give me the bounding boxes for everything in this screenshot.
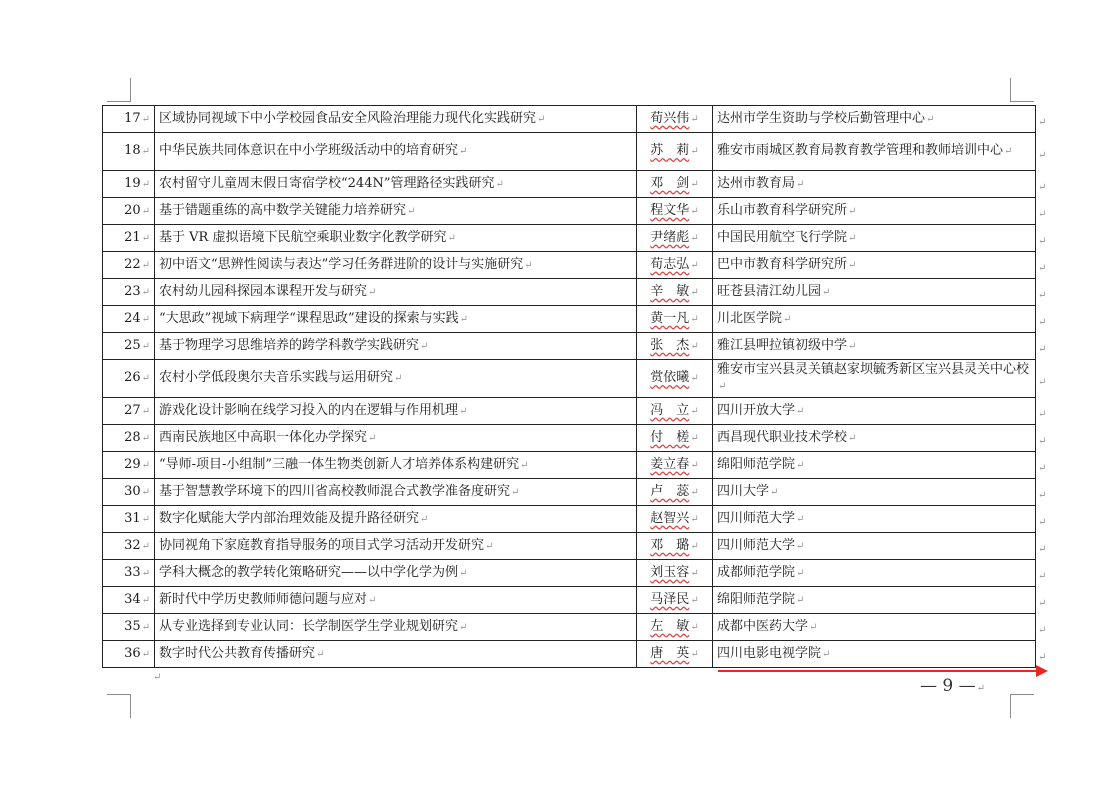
cell-mark: ↵ bbox=[848, 259, 857, 271]
cell-mark: ↵ bbox=[796, 567, 805, 579]
leader-name bbox=[637, 360, 713, 398]
leader-name-text: 苏 莉 bbox=[650, 143, 690, 158]
row-number bbox=[103, 360, 155, 398]
cell-mark: ↵ bbox=[809, 621, 818, 633]
row-end-mark: ↵ bbox=[1038, 652, 1047, 663]
cell-mark: ↵ bbox=[690, 459, 699, 471]
row-end-mark: ↵ bbox=[1038, 236, 1047, 247]
cell-mark: ↵ bbox=[690, 373, 699, 384]
cell-mark: ↵ bbox=[690, 648, 699, 660]
project-title-text: 基于错题重练的高中数学关键能力培养研究 bbox=[159, 202, 407, 218]
row-number bbox=[103, 425, 155, 452]
cell-mark: ↵ bbox=[368, 286, 377, 298]
table-row bbox=[103, 452, 1036, 479]
project-title bbox=[155, 198, 637, 225]
row-end-mark: ↵ bbox=[1038, 376, 1047, 388]
project-title-text: 数字化赋能大学内部治理效能及提升路径研究 bbox=[159, 510, 420, 526]
leader-name bbox=[637, 133, 713, 171]
row-number bbox=[103, 560, 155, 587]
institution bbox=[713, 425, 1036, 452]
row-number bbox=[103, 587, 155, 614]
project-title bbox=[155, 225, 637, 252]
row-number bbox=[103, 252, 155, 279]
cell-mark: ↵ bbox=[690, 113, 699, 125]
row-number bbox=[103, 106, 155, 133]
crop-mark-bl-h bbox=[107, 694, 131, 695]
row-number-text: 28 bbox=[124, 429, 141, 445]
row-number bbox=[103, 171, 155, 198]
cell-mark: ↵ bbox=[690, 205, 699, 217]
project-title-text: “导师-项目-小组制”三融一体生物类创新人才培养体系构建研究 bbox=[159, 456, 520, 472]
leader-name-text: 付 槎 bbox=[650, 429, 690, 445]
row-number-text: 20 bbox=[124, 202, 141, 218]
institution-text: 雅安市雨城区教育局教育教学管理和教师培训中心 bbox=[717, 143, 1004, 158]
row-end-mark: ↵ bbox=[1038, 290, 1047, 301]
project-title bbox=[155, 425, 637, 452]
institution bbox=[713, 333, 1036, 360]
leader-name-text: 荀志弘 bbox=[650, 256, 690, 272]
leader-name bbox=[637, 198, 713, 225]
project-title-text: 协同视角下家庭教育指导服务的项目式学习活动开发研究 bbox=[159, 537, 485, 553]
leader-name bbox=[637, 252, 713, 279]
institution bbox=[713, 306, 1036, 333]
row-end-mark: ↵ bbox=[1038, 263, 1047, 274]
institution bbox=[713, 106, 1036, 133]
institution-text: 四川电影电视学院 bbox=[717, 645, 822, 661]
row-end-mark: ↵ bbox=[1038, 463, 1047, 474]
crop-mark-tl-v bbox=[130, 78, 131, 102]
cell-mark: ↵ bbox=[141, 513, 150, 525]
institution bbox=[713, 198, 1036, 225]
cell-mark: ↵ bbox=[141, 232, 150, 244]
cell-mark: ↵ bbox=[690, 340, 699, 352]
institution bbox=[713, 533, 1036, 560]
cell-mark: ↵ bbox=[524, 259, 533, 271]
institution-text: 成都师范学院 bbox=[717, 564, 796, 580]
crop-mark-tr-v bbox=[1010, 78, 1011, 102]
cell-mark: ↵ bbox=[690, 594, 699, 606]
institution-text: 绵阳师范学院 bbox=[717, 456, 796, 472]
project-table bbox=[102, 105, 1036, 668]
cell-mark: ↵ bbox=[141, 567, 150, 579]
cell-mark: ↵ bbox=[796, 178, 805, 190]
row-number bbox=[103, 198, 155, 225]
leader-name-text: 冯 立 bbox=[650, 402, 690, 418]
cell-mark: ↵ bbox=[511, 486, 520, 498]
institution-text: 绵阳师范学院 bbox=[717, 591, 796, 607]
row-number bbox=[103, 279, 155, 306]
project-title bbox=[155, 133, 637, 171]
cell-mark: ↵ bbox=[1004, 146, 1013, 157]
institution-text: 四川师范大学 bbox=[717, 510, 796, 526]
row-number bbox=[103, 306, 155, 333]
row-end-mark: ↵ bbox=[1038, 625, 1047, 636]
cell-mark: ↵ bbox=[690, 146, 699, 157]
cell-mark: ↵ bbox=[141, 432, 150, 444]
cell-mark: ↵ bbox=[796, 540, 805, 552]
leader-name-text: 赵智兴 bbox=[650, 510, 690, 526]
project-title-text: 中华民族共同体意识在中小学班级活动中的培育研究 bbox=[159, 143, 459, 158]
leader-name bbox=[637, 106, 713, 133]
crop-mark-bl-v bbox=[130, 694, 131, 718]
project-title bbox=[155, 506, 637, 533]
table-row bbox=[103, 398, 1036, 425]
cell-mark: ↵ bbox=[848, 205, 857, 217]
table-row bbox=[103, 225, 1036, 252]
institution bbox=[713, 279, 1036, 306]
cell-mark: ↵ bbox=[459, 313, 468, 325]
institution bbox=[713, 252, 1036, 279]
cell-mark: ↵ bbox=[796, 513, 805, 525]
cell-mark: ↵ bbox=[848, 432, 857, 444]
cell-mark: ↵ bbox=[368, 432, 377, 444]
leader-name-text: 辛 敏 bbox=[650, 283, 690, 299]
institution bbox=[713, 587, 1036, 614]
row-end-mark: ↵ bbox=[1038, 209, 1047, 220]
cell-mark: ↵ bbox=[796, 405, 805, 417]
cell-mark: ↵ bbox=[447, 232, 456, 244]
project-title bbox=[155, 641, 637, 668]
cell-mark: ↵ bbox=[690, 432, 699, 444]
project-title-text: 区域协同视域下中小学校园食品安全风险治理能力现代化实践研究 bbox=[159, 110, 537, 126]
project-title bbox=[155, 614, 637, 641]
leader-name bbox=[637, 479, 713, 506]
cell-mark: ↵ bbox=[368, 594, 377, 606]
leader-name-text: 黄一凡 bbox=[650, 310, 690, 326]
row-number-text: 30 bbox=[124, 483, 141, 499]
project-title-text: 西南民族地区中高职一体化办学探究 bbox=[159, 429, 368, 445]
project-title bbox=[155, 360, 637, 398]
row-number-text: 17 bbox=[124, 110, 141, 126]
row-number-text: 26 bbox=[124, 370, 141, 385]
row-number-text: 36 bbox=[124, 645, 141, 661]
project-title-text: 游戏化设计影响在线学习投入的内在逻辑与作用机理 bbox=[159, 402, 459, 418]
institution bbox=[713, 225, 1036, 252]
cell-mark: ↵ bbox=[690, 567, 699, 579]
cell-mark: ↵ bbox=[718, 381, 727, 392]
cell-mark: ↵ bbox=[141, 405, 150, 417]
leader-name bbox=[637, 398, 713, 425]
cell-mark: ↵ bbox=[690, 513, 699, 525]
institution bbox=[713, 360, 1036, 398]
project-title-text: 农村幼儿园科探园本课程开发与研究 bbox=[159, 283, 368, 299]
project-title-text: 基于智慧教学环境下的四川省高校教师混合式教学准备度研究 bbox=[159, 483, 511, 499]
cell-mark: ↵ bbox=[407, 205, 416, 217]
table-row bbox=[103, 333, 1036, 360]
cell-mark: ↵ bbox=[141, 146, 150, 157]
institution-text: 四川大学 bbox=[717, 483, 770, 499]
row-number-text: 35 bbox=[124, 618, 141, 634]
cell-mark: ↵ bbox=[141, 205, 150, 217]
project-title bbox=[155, 306, 637, 333]
institution bbox=[713, 452, 1036, 479]
row-number bbox=[103, 452, 155, 479]
cell-mark: ↵ bbox=[690, 259, 699, 271]
leader-name bbox=[637, 452, 713, 479]
cell-mark: ↵ bbox=[459, 621, 468, 633]
project-table-body bbox=[103, 106, 1036, 668]
cell-mark: ↵ bbox=[690, 621, 699, 633]
leader-name bbox=[637, 506, 713, 533]
leader-name bbox=[637, 279, 713, 306]
leader-name-text: 马泽民 bbox=[650, 591, 690, 607]
institution-text: 成都中医药大学 bbox=[717, 618, 809, 634]
cell-mark: ↵ bbox=[141, 340, 150, 352]
cell-mark: ↵ bbox=[141, 621, 150, 633]
crop-mark-br-h bbox=[1010, 694, 1034, 695]
institution-text: 乐山市教育科学研究所 bbox=[717, 202, 848, 218]
project-title bbox=[155, 452, 637, 479]
row-number bbox=[103, 479, 155, 506]
institution-text: 川北医学院 bbox=[717, 310, 783, 326]
institution-text: 雅江县呷拉镇初级中学 bbox=[717, 337, 848, 353]
leader-name bbox=[637, 641, 713, 668]
leader-name bbox=[637, 333, 713, 360]
project-title-text: 基于 VR 虚拟语境下民航空乘职业数字化教学研究 bbox=[159, 229, 447, 245]
project-title bbox=[155, 333, 637, 360]
table-row bbox=[103, 506, 1036, 533]
leader-name bbox=[637, 306, 713, 333]
project-title bbox=[155, 279, 637, 306]
cell-mark: ↵ bbox=[822, 648, 831, 660]
leader-name bbox=[637, 587, 713, 614]
cell-mark: ↵ bbox=[141, 486, 150, 498]
crop-mark-tl-h bbox=[107, 101, 131, 102]
leader-name-text: 赏依曦 bbox=[650, 370, 690, 385]
row-number-text: 32 bbox=[124, 537, 141, 553]
cell-mark: ↵ bbox=[316, 648, 325, 660]
project-title bbox=[155, 533, 637, 560]
row-end-mark: ↵ bbox=[1038, 182, 1047, 193]
row-end-mark: ↵ bbox=[1038, 117, 1047, 128]
row-end-mark: ↵ bbox=[1038, 409, 1047, 420]
row-end-mark: ↵ bbox=[1038, 436, 1047, 447]
project-title-text: 数字时代公共教育传播研究 bbox=[159, 645, 316, 661]
table-row bbox=[103, 641, 1036, 668]
table-row bbox=[103, 106, 1036, 133]
project-title-text: 初中语文“思辨性阅读与表达”学习任务群进阶的设计与实施研究 bbox=[159, 256, 524, 272]
page-number: — 9 —↵ bbox=[920, 676, 986, 696]
row-end-mark: ↵ bbox=[1038, 517, 1047, 528]
cell-mark: ↵ bbox=[141, 540, 150, 552]
leader-name-text: 刘玉容 bbox=[650, 564, 690, 580]
project-title-text: 基于物理学习思维培养的跨学科教学实践研究 bbox=[159, 337, 420, 353]
leader-name bbox=[637, 614, 713, 641]
cell-mark: ↵ bbox=[770, 486, 779, 498]
leader-name-text: 张 杰 bbox=[650, 337, 690, 353]
leader-name bbox=[637, 425, 713, 452]
row-end-mark: ↵ bbox=[1038, 544, 1047, 555]
cell-mark: ↵ bbox=[420, 513, 429, 525]
leader-name-text: 荀兴伟 bbox=[650, 110, 690, 126]
project-title bbox=[155, 587, 637, 614]
leader-name-text: 邓 剑 bbox=[650, 175, 690, 191]
table-row bbox=[103, 171, 1036, 198]
leader-name-text: 尹绪彪 bbox=[650, 229, 690, 245]
institution-text: 雅安市宝兴县灵关镇赵家坝毓秀新区宝兴县灵关中心校 bbox=[717, 362, 1030, 377]
cell-mark: ↵ bbox=[690, 313, 699, 325]
row-end-mark: ↵ bbox=[1038, 317, 1047, 328]
row-number-text: 29 bbox=[124, 456, 141, 472]
row-number bbox=[103, 641, 155, 668]
institution bbox=[713, 641, 1036, 668]
table-row bbox=[103, 560, 1036, 587]
institution bbox=[713, 614, 1036, 641]
row-end-mark: ↵ bbox=[1038, 598, 1047, 609]
cell-mark: ↵ bbox=[141, 313, 150, 325]
leader-name-text: 左 敏 bbox=[650, 618, 690, 634]
cell-mark: ↵ bbox=[141, 286, 150, 298]
table-row bbox=[103, 533, 1036, 560]
row-number-text: 19 bbox=[124, 175, 141, 191]
crop-mark-tr-h bbox=[1010, 101, 1034, 102]
table-row bbox=[103, 133, 1036, 171]
row-number bbox=[103, 533, 155, 560]
row-number-text: 25 bbox=[124, 337, 141, 353]
cell-mark: ↵ bbox=[690, 286, 699, 298]
project-title bbox=[155, 252, 637, 279]
project-title-text: “大思政”视域下病理学“课程思政”建设的探索与实践 bbox=[159, 310, 459, 326]
row-number-text: 24 bbox=[124, 310, 141, 326]
cell-mark: ↵ bbox=[141, 459, 150, 471]
project-title bbox=[155, 171, 637, 198]
leader-name bbox=[637, 533, 713, 560]
row-number-text: 27 bbox=[124, 402, 141, 418]
cell-mark: ↵ bbox=[420, 340, 429, 352]
project-title-text: 农村留守儿童周末假日寄宿学校“244N”管理路径实践研究 bbox=[159, 175, 495, 191]
cell-mark: ↵ bbox=[141, 373, 150, 384]
cell-mark: ↵ bbox=[822, 286, 831, 298]
row-number bbox=[103, 506, 155, 533]
row-number bbox=[103, 398, 155, 425]
cell-mark: ↵ bbox=[141, 594, 150, 606]
institution-text: 中国民用航空飞行学院 bbox=[717, 229, 848, 245]
project-title-text: 从专业选择到专业认同：长学制医学生学业规划研究 bbox=[159, 618, 459, 634]
cell-mark: ↵ bbox=[394, 373, 403, 384]
cell-mark: ↵ bbox=[141, 113, 150, 125]
row-number bbox=[103, 225, 155, 252]
institution bbox=[713, 506, 1036, 533]
table-row bbox=[103, 279, 1036, 306]
row-number-text: 22 bbox=[124, 256, 141, 272]
table-row bbox=[103, 360, 1036, 398]
cell-mark: ↵ bbox=[690, 486, 699, 498]
institution bbox=[713, 171, 1036, 198]
leader-name-text: 邓 璐 bbox=[650, 537, 690, 553]
table-row bbox=[103, 306, 1036, 333]
project-title bbox=[155, 106, 637, 133]
row-number-text: 23 bbox=[124, 283, 141, 299]
leader-name bbox=[637, 225, 713, 252]
cell-mark: ↵ bbox=[783, 313, 792, 325]
cell-mark: ↵ bbox=[485, 540, 494, 552]
cell-mark: ↵ bbox=[520, 459, 529, 471]
leader-name bbox=[637, 560, 713, 587]
row-number-text: 18 bbox=[124, 143, 141, 158]
table-row bbox=[103, 587, 1036, 614]
project-title bbox=[155, 479, 637, 506]
cell-mark: ↵ bbox=[690, 405, 699, 417]
project-title-text: 农村小学低段奥尔夫音乐实践与运用研究 bbox=[159, 370, 394, 385]
institution bbox=[713, 133, 1036, 171]
institution-text: 达州市教育局 bbox=[717, 175, 796, 191]
row-number bbox=[103, 614, 155, 641]
leader-name-text: 唐 英 bbox=[650, 645, 690, 661]
row-end-mark: ↵ bbox=[1038, 490, 1047, 501]
institution-text: 西昌现代职业技术学校 bbox=[717, 429, 848, 445]
red-arrow-line bbox=[718, 670, 1038, 672]
institution bbox=[713, 560, 1036, 587]
cell-mark: ↵ bbox=[459, 567, 468, 579]
row-number-text: 21 bbox=[124, 229, 141, 245]
institution bbox=[713, 398, 1036, 425]
cell-mark: ↵ bbox=[495, 178, 504, 190]
cell-mark: ↵ bbox=[141, 178, 150, 190]
table-row bbox=[103, 252, 1036, 279]
row-end-mark: ↵ bbox=[1038, 344, 1047, 355]
institution-text: 旺苍县清江幼儿园 bbox=[717, 283, 822, 299]
paragraph-mark: ↵ bbox=[153, 672, 162, 683]
cell-mark: ↵ bbox=[848, 232, 857, 244]
table-row bbox=[103, 198, 1036, 225]
crop-mark-br-v bbox=[1010, 694, 1011, 718]
row-end-mark: ↵ bbox=[1038, 571, 1047, 582]
project-title bbox=[155, 560, 637, 587]
institution-text: 巴中市教育科学研究所 bbox=[717, 256, 848, 272]
leader-name bbox=[637, 171, 713, 198]
cell-mark: ↵ bbox=[796, 459, 805, 471]
project-title-text: 新时代中学历史教师师德问题与应对 bbox=[159, 591, 368, 607]
cell-mark: ↵ bbox=[796, 594, 805, 606]
project-title-text: 学科大概念的教学转化策略研究——以中学化学为例 bbox=[159, 564, 459, 580]
institution-text: 四川师范大学 bbox=[717, 537, 796, 553]
leader-name-text: 卢 蕊 bbox=[650, 483, 690, 499]
institution-text: 四川开放大学 bbox=[717, 402, 796, 418]
cell-mark: ↵ bbox=[459, 146, 468, 157]
cell-mark: ↵ bbox=[141, 648, 150, 660]
institution bbox=[713, 479, 1036, 506]
table-row bbox=[103, 614, 1036, 641]
table-row bbox=[103, 425, 1036, 452]
row-number-text: 34 bbox=[124, 591, 141, 607]
cell-mark: ↵ bbox=[459, 405, 468, 417]
cell-mark: ↵ bbox=[141, 259, 150, 271]
red-arrow-head bbox=[1036, 665, 1048, 677]
project-title bbox=[155, 398, 637, 425]
row-number bbox=[103, 333, 155, 360]
row-number-text: 31 bbox=[124, 510, 141, 526]
row-number-text: 33 bbox=[124, 564, 141, 580]
cell-mark: ↵ bbox=[537, 113, 546, 125]
leader-name-text: 姜立春 bbox=[650, 456, 690, 472]
cell-mark: ↵ bbox=[848, 340, 857, 352]
cell-mark: ↵ bbox=[926, 113, 935, 125]
cell-mark: ↵ bbox=[690, 178, 699, 190]
institution-text: 达州市学生资助与学校后勤管理中心 bbox=[717, 110, 926, 126]
table-row bbox=[103, 479, 1036, 506]
leader-name-text: 程文华 bbox=[650, 202, 690, 218]
row-end-mark: ↵ bbox=[1038, 149, 1047, 161]
cell-mark: ↵ bbox=[690, 540, 699, 552]
cell-mark: ↵ bbox=[690, 232, 699, 244]
row-number bbox=[103, 133, 155, 171]
